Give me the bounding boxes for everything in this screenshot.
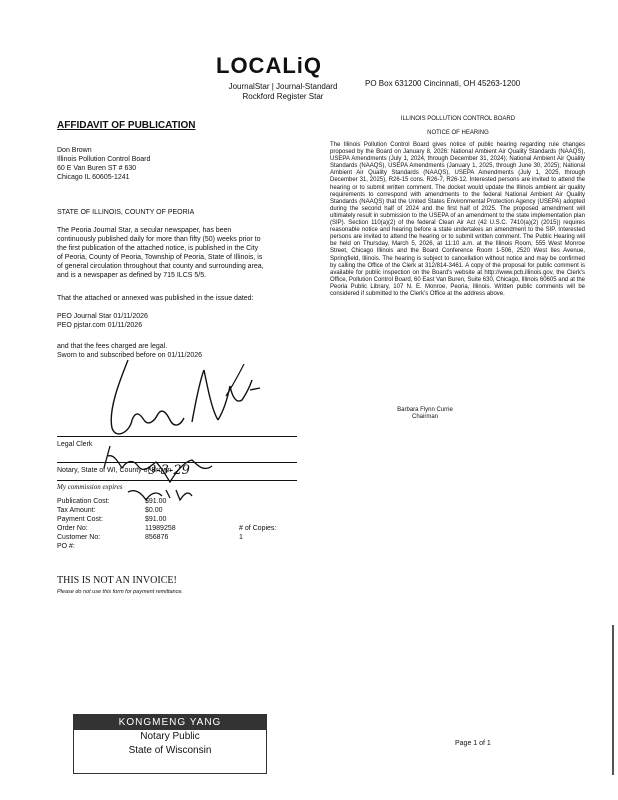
commission-expires-label: My commission expires: [57, 483, 123, 491]
cost-value: $0.00: [145, 507, 163, 514]
cost-label: Publication Cost:: [57, 498, 110, 505]
cost-value: [145, 542, 239, 551]
po-box-address: PO Box 631200 Cincinnati, OH 45263-1200: [365, 79, 521, 88]
addressee-line: Illinois Pollution Control Board: [57, 156, 151, 163]
sworn-line: Sworn to and subscribed before on 01/11/2026: [57, 352, 203, 359]
stamp-notary-name: KONGMENG YANG: [74, 715, 266, 730]
addressee-block: [57, 146, 150, 182]
invoice-remittance-note: Please do not use this form for payment remittance.: [57, 589, 183, 595]
copies-label: # of Copies:: [239, 525, 277, 532]
cost-label: Tax Amount:: [57, 507, 96, 514]
affidavit-body: [57, 226, 264, 280]
publication-names: [220, 82, 346, 102]
body-line: and is a newspaper as defined by 715 ILCS 5/5.: [57, 272, 207, 279]
page-number: Page 1 of 1: [455, 740, 491, 747]
notice-signer-title: Chairman: [411, 414, 438, 420]
table-row: [57, 515, 280, 524]
fees-legal-line: and that the fees charged are legal.: [57, 343, 168, 350]
publication-date: PEO pjstar.com 01/11/2026: [57, 322, 143, 329]
scan-edge-mark: [612, 625, 614, 775]
cost-table: [57, 497, 280, 551]
addressee-line: Don Brown: [57, 147, 92, 154]
clerk-signature: [100, 340, 270, 440]
body-line: continuously published daily for more than fifty (50) weeks prior to: [57, 236, 261, 243]
body-line: of general circulation throughout that county and surrounding area,: [57, 263, 264, 270]
notary-stamp: [73, 714, 267, 774]
copies-value: 1: [239, 534, 243, 541]
notice-signature-block: [330, 407, 520, 421]
affidavit-title: AFFIDAVIT OF PUBLICATION: [57, 120, 196, 131]
publication-name-2: Rockford Register Star: [242, 92, 324, 101]
legal-clerk-label: Legal Clerk: [57, 441, 93, 448]
cost-value: $91.00: [145, 498, 167, 505]
table-row: [57, 533, 280, 542]
cost-value: 856876: [145, 534, 169, 541]
table-row: [57, 524, 280, 533]
addressee-line: 60 E Van Buren ST # 630: [57, 165, 137, 172]
notice-title: NOTICE OF HEARING: [427, 130, 489, 136]
notary-state-county: Notary, State of WI, County of Brown: [57, 467, 172, 474]
notice-header: [338, 112, 578, 140]
notice-board-name: ILLINOIS POLLUTION CONTROL BOARD: [400, 116, 516, 122]
cost-value: 11989258: [145, 525, 176, 532]
notice-body: The Illinois Pollution Control Board gives notice of public hearing regarding rule changes proposed by the Board on January 8, 2026: National Ambient Air Quality Standards (NAAQS), USEPA Amendments (July 1, 2024, through December 31, 2024); National Ambient Air Quality Standards (NAAQS), USEPA Amendments (January 1, 2025, through June 30, 2025); National Ambient Air Quality Standards (NAAQS), USEPA Amendments (July 1, 2025, through December 31, 2025), R26-15 cons. R26-7, R26-12. Interested persons are invited to attend the hearing or to submit written comment. The docket would update the Illinois ambient air quality requirements to correspond with amendments to the federal National Ambient Air Quality Standards (NAAQS) that the United States Environmental Protection Agency (USEPA) adopted during the second half of 2024 and the first half of 2025. The proposed amendment will ultimately result in submission to the USEPA of an amendment to the state implementation plan (SIP). Section 110(a)(2) of the federal Clean Air Act (42 U.S.C. 7410(a)(2) (2015)) requires reasonable notice and hearing before a state undertakes an amendment to the SIP. Interested persons are invited to attend the hearing or to submit written comment. The Public Hearing will be held on Thursday, March 5, 2026, at 11:10 a.m. at the Illinois Room, 555 West Monroe Street, Chicago Illinois and the Board Conference Room 1-506, 2520 West Iles Avenue, Springfield, Illinois. The hearing is subject to cancellation without notice and may be confirmed by calling the Office of the Clerk at 312/814-3461. A copy of the proposal for public comment is available for public inspection on the Board's website at http://www.pcb.illinois.gov, the Clerk's Office, Pollution Control Board, 60 East Van Buren, Suite 630, Chicago, Illinois 60605 and at the Peoria Public Library, 107 N. E. Monroe, Peoria, Illinois. Written public comments will be considered if submitted to the Clerk's Office at the address above.: [330, 142, 585, 297]
state-county-line: STATE OF ILLINOIS, COUNTY OF PEORIA: [57, 209, 195, 216]
not-invoice-notice: THIS IS NOT AN INVOICE!: [57, 575, 177, 586]
stamp-notary-role: Notary Public: [140, 731, 200, 742]
publication-name-1: JournalStar | Journal-Standard: [228, 82, 338, 91]
addressee-line: Chicago IL 60605-1241: [57, 174, 130, 181]
table-row: [57, 497, 280, 506]
table-row: [57, 506, 280, 515]
body-line: the first publication of the attached notice, is published in the City: [57, 245, 259, 252]
stamp-notary-state: State of Wisconsin: [128, 745, 212, 756]
published-issue-line: That the attached or annexed was published in the issue dated:: [57, 295, 254, 302]
commission-expiry-date: 9-3-29: [148, 463, 190, 478]
publication-dates: [57, 312, 148, 330]
cost-label: PO #:: [57, 543, 75, 550]
table-row: [57, 542, 280, 551]
notice-signer: Barbara Flynn Currie: [397, 407, 453, 413]
cost-label: Customer No:: [57, 534, 101, 541]
cost-label: Order No:: [57, 525, 88, 532]
cost-value: $91.00: [145, 516, 167, 523]
body-line: The Peoria Journal Star, a secular newspaper, has been: [57, 227, 232, 234]
body-line: of Peoria, County of Peoria, Township of Peoria, State of Illinois, is: [57, 254, 263, 261]
commission-line: [57, 480, 297, 481]
publication-date: PEO Journal Star 01/11/2026: [57, 313, 148, 320]
cost-label: Payment Cost:: [57, 516, 103, 523]
localiq-logo: LOCALiQ: [216, 53, 322, 78]
